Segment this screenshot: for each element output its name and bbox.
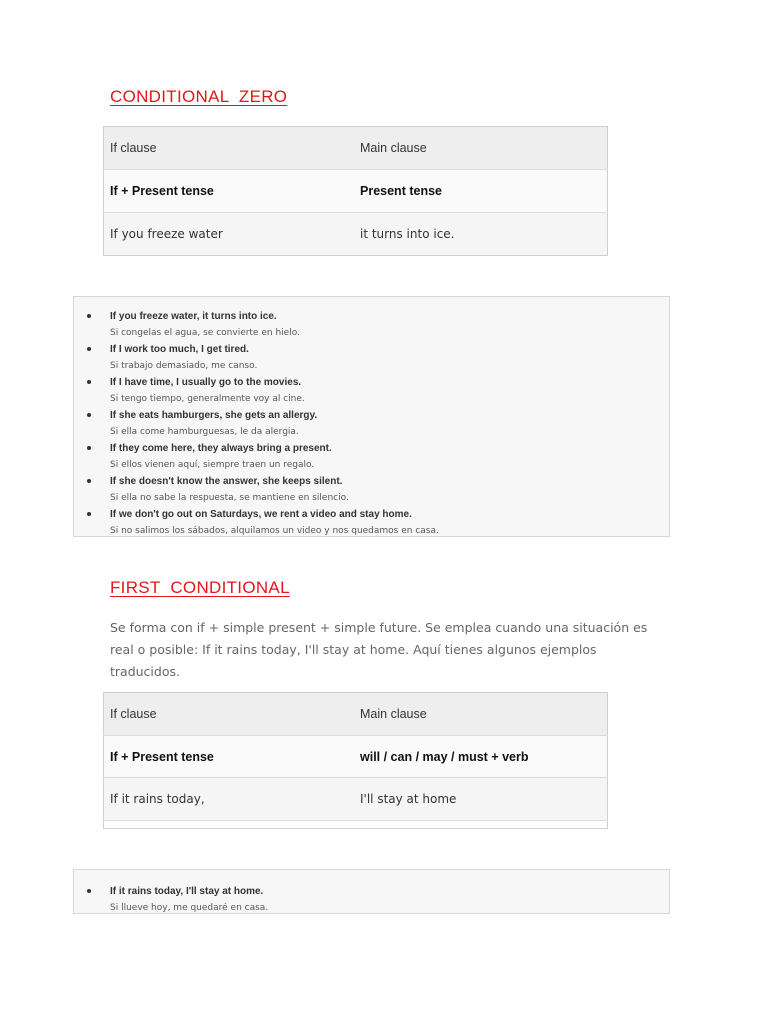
table-example-row (104, 212, 608, 255)
example-spanish: Si ellos vienen aquí, siempre traen un regalo. (110, 460, 315, 470)
example-english: If you freeze water, it turns into ice. (110, 311, 277, 322)
example-spanish: Si llueve hoy, me quedaré en casa. (110, 903, 269, 913)
empty-cell (104, 821, 355, 829)
example-item (74, 342, 669, 375)
example-spanish: Si ella come hamburguesas, le da alergia. (110, 427, 299, 437)
example-item (74, 375, 669, 408)
example-english: If I have time, I usually go to the movies. (110, 377, 302, 388)
example-spanish: Si ella no sabe la respuesta, se mantiene en silencio. (110, 493, 349, 503)
first-conditional-table (103, 692, 608, 829)
example-item (74, 474, 669, 507)
example-english: If I work too much, I get tired. (110, 344, 249, 355)
rule-if-clause: If + Present tense (104, 736, 355, 778)
example-spanish: Si congelas el agua, se convierte en hielo. (110, 328, 300, 338)
example-list (74, 309, 669, 540)
example-spanish: Si tengo tiempo, generalmente voy al cine. (110, 394, 305, 404)
conditional-zero-examples (73, 296, 670, 537)
section-title-conditional-zero: CONDITIONAL ZERO (110, 87, 288, 106)
empty-cell (354, 821, 608, 829)
table-header-row (104, 693, 608, 736)
bullet-icon (87, 314, 91, 318)
table-rule-row (104, 170, 608, 212)
example-list (74, 884, 669, 917)
table-empty-row (104, 821, 608, 829)
header-if-clause: If clause (104, 693, 355, 736)
rule-if-clause: If + Present tense (104, 170, 355, 212)
table-rule-row (104, 736, 608, 778)
example-main-clause: it turns into ice. (354, 212, 608, 255)
example-main-clause: I'll stay at home (354, 778, 608, 821)
header-if-clause: If clause (104, 127, 355, 170)
example-item (74, 408, 669, 441)
first-conditional-intro: Se forma con if + simple present + simple future. Se emplea cuando una situación es real o posible: If it rains today, I'll stay at home. Aquí tienes algunos ejemplos traducidos. (110, 620, 648, 679)
section-title-first-conditional: FIRST CONDITIONAL (110, 578, 290, 597)
table-example-row (104, 778, 608, 821)
example-item (74, 309, 669, 342)
bullet-icon (87, 380, 91, 384)
example-if-clause: If it rains today, (104, 778, 355, 821)
example-spanish: Si no salimos los sábados, alquilamos un video y nos quedamos en casa. (110, 526, 439, 536)
table-header-row (104, 127, 608, 170)
example-english: If she eats hamburgers, she gets an allergy. (110, 410, 318, 421)
example-english: If it rains today, I'll stay at home. (110, 886, 264, 897)
header-main-clause: Main clause (354, 127, 608, 170)
example-item (74, 884, 669, 917)
conditional-zero-table (103, 126, 608, 256)
bullet-icon (87, 413, 91, 417)
bullet-icon (87, 889, 91, 893)
example-spanish: Si trabajo demasiado, me canso. (110, 361, 258, 371)
example-english: If they come here, they always bring a present. (110, 443, 332, 454)
bullet-icon (87, 479, 91, 483)
example-english: If she doesn't know the answer, she keeps silent. (110, 476, 343, 487)
bullet-icon (87, 347, 91, 351)
bullet-icon (87, 512, 91, 516)
bullet-icon (87, 446, 91, 450)
example-english: If we don't go out on Saturdays, we rent a video and stay home. (110, 509, 412, 520)
example-if-clause: If you freeze water (104, 212, 355, 255)
example-item (74, 441, 669, 474)
header-main-clause: Main clause (354, 693, 608, 736)
rule-main-clause: Present tense (354, 170, 608, 212)
rule-main-clause: will / can / may / must + verb (354, 736, 608, 778)
first-conditional-examples (73, 869, 670, 914)
example-item (74, 507, 669, 540)
